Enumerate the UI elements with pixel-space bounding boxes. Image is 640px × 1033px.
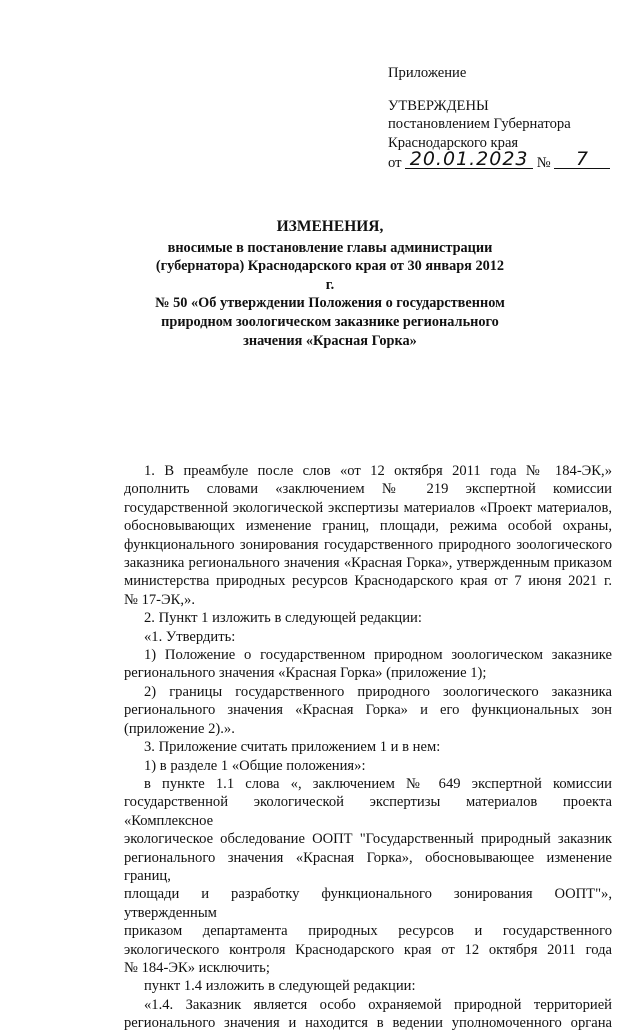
title-line: вносимые в постановление главы администрации	[167, 239, 493, 256]
body-line: министерства природных ресурсов Краснодарского края от 7 июня 2021 г.	[124, 573, 612, 590]
title-line: природном зоологическом заказнике регионального	[161, 313, 499, 330]
title-line: значения «Красная Горка»	[243, 332, 417, 349]
handwritten-number: 7	[554, 150, 610, 169]
title-line: (губернатора) Краснодарского края от 30 января 2012 г.	[155, 258, 505, 293]
body-line: № 17-ЭК,».	[124, 591, 195, 608]
date-prefix: от	[388, 155, 402, 171]
body-line: «1.4. Заказник является особо охраняемой природной территорией	[144, 996, 612, 1013]
body-line: 1) Положение о государственном природном зоологическом заказнике	[144, 647, 612, 664]
approved-label: УТВЕРЖДЕНЫ	[388, 97, 489, 114]
body-line: (приложение 2).».	[124, 720, 235, 737]
appendix-label: Приложение	[388, 65, 467, 81]
approved-by-line1: постановлением Губернатора	[388, 116, 571, 132]
title-line: № 50 «Об утверждении Положения о государственном	[155, 295, 505, 312]
body-line: регионального значения «Красная Горка» (приложение 1);	[124, 665, 487, 682]
body-line: государственной экологической экспертизы материалов «Проект материалов,	[124, 499, 612, 516]
document-body	[124, 462, 612, 1033]
handwritten-date: 20.01.2023	[405, 150, 533, 169]
body-line: 1) в разделе 1 «Общие положения»:	[144, 757, 366, 774]
body-line: экологическое обследование ООПТ "Государственный природный заказник	[124, 831, 612, 848]
body-line: регионального значения и находится в ведении уполномоченного органа	[124, 1015, 612, 1032]
body-line: приказом департамента природных ресурсов и государственного	[124, 923, 612, 940]
approved-by-line2: Краснодарского края	[388, 134, 519, 151]
body-line: пункт 1.4 изложить в следующей редакции:	[144, 978, 416, 995]
date-number-line	[388, 148, 610, 173]
approval-stamp	[388, 64, 610, 173]
body-line: дополнить словами «заключением № 219 экспертной комиссии	[124, 481, 612, 498]
body-line: заказника регионального значения «Красная Горка», утвержденным приказом	[124, 555, 612, 572]
body-line: 1. В преамбуле после слов «от 12 октября 2011 года № 184-ЭК,»	[144, 463, 612, 479]
body-line: регионального значения «Красная Горка» и его функциональных зон	[124, 702, 612, 719]
body-line: в пункте 1.1 слова «, заключением № 649 экспертной комиссии	[144, 775, 612, 792]
body-line: экологического контроля Краснодарского края от 12 октября 2011 года	[124, 941, 612, 958]
body-line: обосновывающих изменение границ, площади, режима особой охраны,	[124, 518, 612, 535]
body-line: функционального зонирования государственного природного зоологического	[124, 536, 612, 553]
body-line: 2. Пункт 1 изложить в следующей редакции:	[144, 610, 422, 627]
body-line: 2) границы государственного природного зоологического заказника	[144, 683, 612, 700]
body-line: 3. Приложение считать приложением 1 и в нем:	[144, 739, 441, 756]
body-line: «1. Утвердить:	[144, 628, 236, 645]
number-prefix: №	[536, 155, 551, 171]
body-line: № 184-ЭК» исключить;	[124, 959, 270, 976]
body-line: государственной экологической экспертизы материалов проекта «Комплексное	[124, 794, 612, 829]
title-heading: ИЗМЕНЕНИЯ,	[276, 218, 384, 235]
document-title	[150, 218, 510, 350]
body-line: площади и разработку функционального зонирования ООПТ"», утвержденным	[124, 886, 612, 921]
body-line: регионального значения «Красная Горка», обосновывающее изменение границ,	[124, 849, 612, 884]
